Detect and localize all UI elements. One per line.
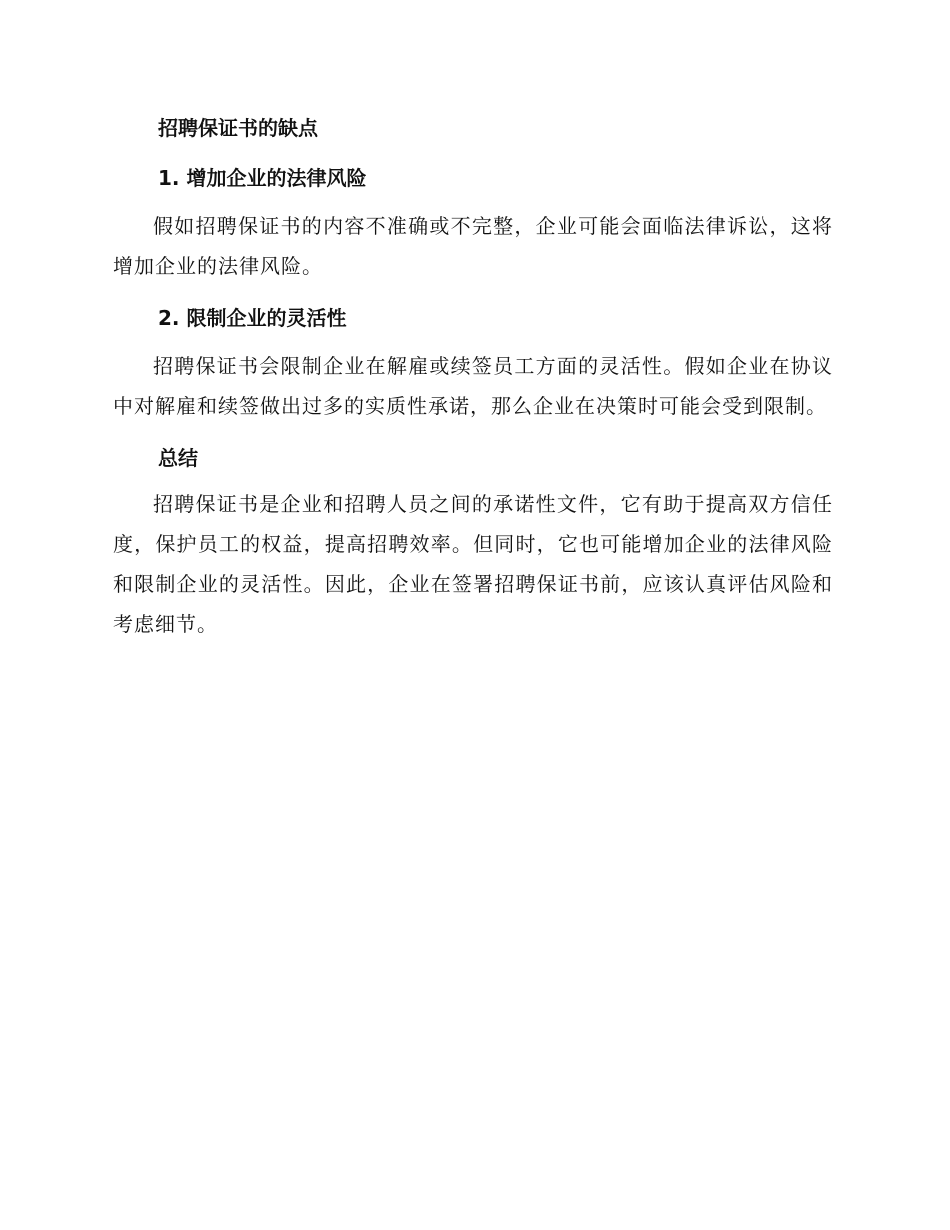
section-title: 招聘保证书的缺点 <box>158 116 318 140</box>
summary-paragraph: 招聘保证书是企业和招聘人员之间的承诺性文件，它有助于提高双方信任度，保护员工的权益，提高招聘效率。但同时，它也可能增加企业的法律风险和限制企业的灵活性。因此，企业在签署招聘保证书前，应该认真评估风险和考虑细节。 <box>113 492 833 636</box>
section-1-paragraph: 假如招聘保证书的内容不准确或不完整，企业可能会面临法律诉讼，这将增加企业的法律风险。 <box>113 214 833 278</box>
summary-heading: 总结 <box>158 446 198 470</box>
section-2-heading: 2. 限制企业的灵活性 <box>158 306 347 330</box>
section-1-heading: 1. 增加企业的法律风险 <box>158 166 367 190</box>
section-2-paragraph: 招聘保证书会限制企业在解雇或续签员工方面的灵活性。假如企业在协议中对解雇和续签做出过多的实质性承诺，那么企业在决策时可能会受到限制。 <box>113 354 833 418</box>
document-content <box>113 108 833 656</box>
